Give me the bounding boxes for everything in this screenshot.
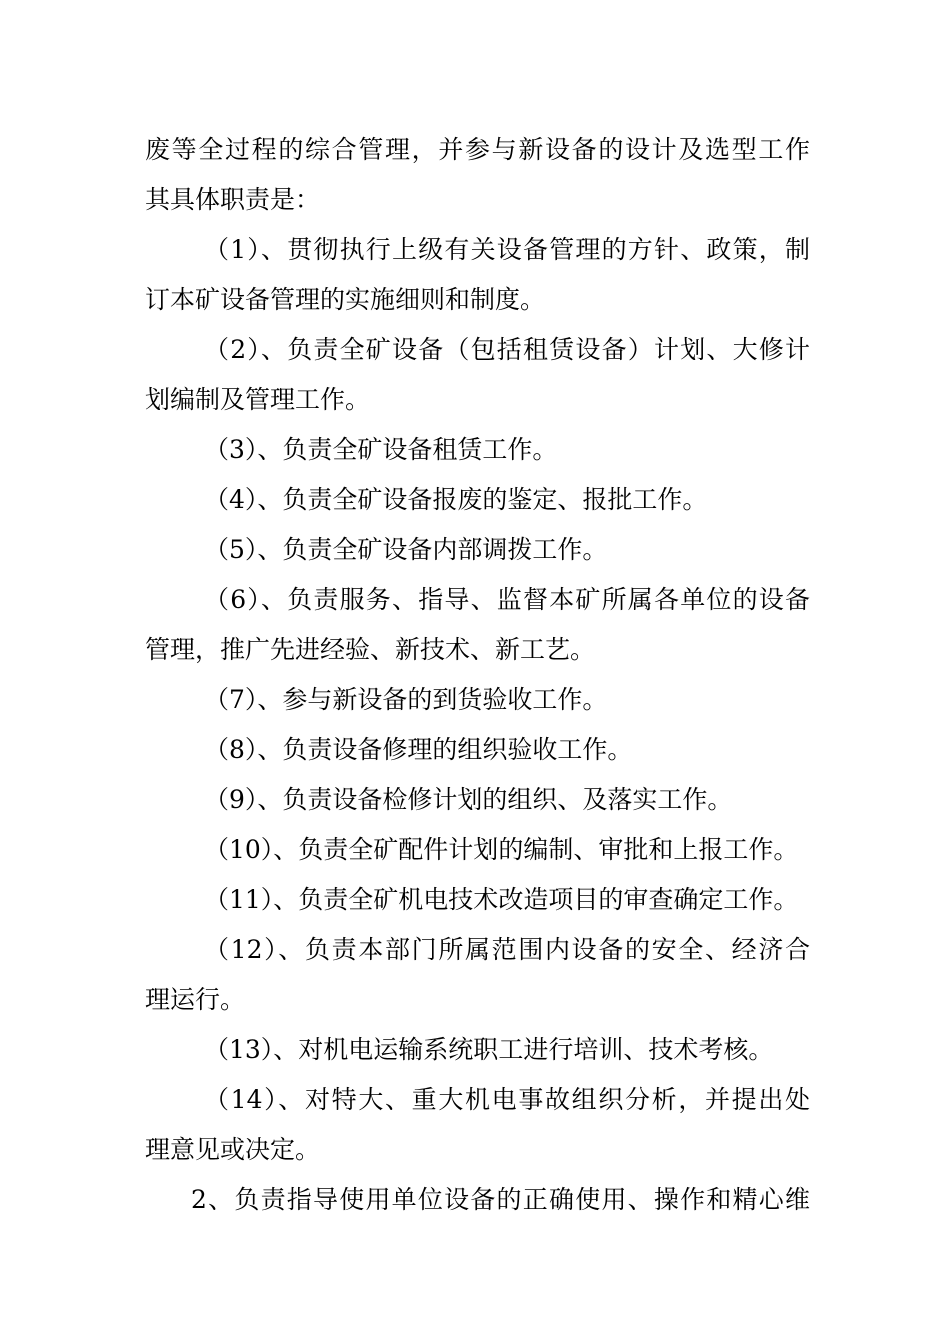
text-line: 订本矿设备管理的实施细则和制度。 [145, 285, 546, 314]
text-line: （8）、负责设备修理的组织验收工作。 [204, 735, 633, 764]
text-line: 2、负责指导使用单位设备的正确使用、操作和精心维 [191, 1185, 810, 1214]
text-line: （13）、对机电运输系统职工进行培训、技术考核。 [204, 1035, 774, 1064]
text-line: （12）、负责本部门所属范围内设备的安全、经济合 [204, 935, 810, 964]
text-line: （5）、负责全矿设备内部调拨工作。 [204, 535, 608, 564]
text-line: （7）、参与新设备的到货验收工作。 [204, 685, 608, 714]
text-line: （2）、负责全矿设备（包括租赁设备）计划、大修计 [204, 335, 810, 364]
text-line: （9）、负责设备检修计划的组织、及落实工作。 [204, 785, 733, 814]
text-line: 其具体职责是： [145, 185, 321, 214]
text-line: 管理，推广先进经验、新技术、新工艺。 [145, 635, 596, 664]
text-line: （11）、负责全矿机电技术改造项目的审查确定工作。 [204, 885, 799, 914]
text-line: （1）、贯彻执行上级有关设备管理的方针、政策，制 [204, 235, 810, 264]
text-line: 理意见或决定。 [145, 1135, 321, 1164]
text-line: 划编制及管理工作。 [145, 385, 371, 414]
document-body [145, 125, 810, 1225]
text-line: 废等全过程的综合管理，并参与新设备的设计及选型工作 [145, 135, 810, 164]
text-line: （3）、负责全矿设备租赁工作。 [204, 435, 558, 464]
text-line: （10）、负责全矿配件计划的编制、审批和上报工作。 [204, 835, 799, 864]
text-line: 理运行。 [145, 985, 246, 1014]
text-line: （6）、负责服务、指导、监督本矿所属各单位的设备 [204, 585, 810, 614]
text-line: （4）、负责全矿设备报废的鉴定、报批工作。 [204, 485, 708, 514]
text-line: （14）、对特大、重大机电事故组织分析，并提出处 [204, 1085, 810, 1114]
